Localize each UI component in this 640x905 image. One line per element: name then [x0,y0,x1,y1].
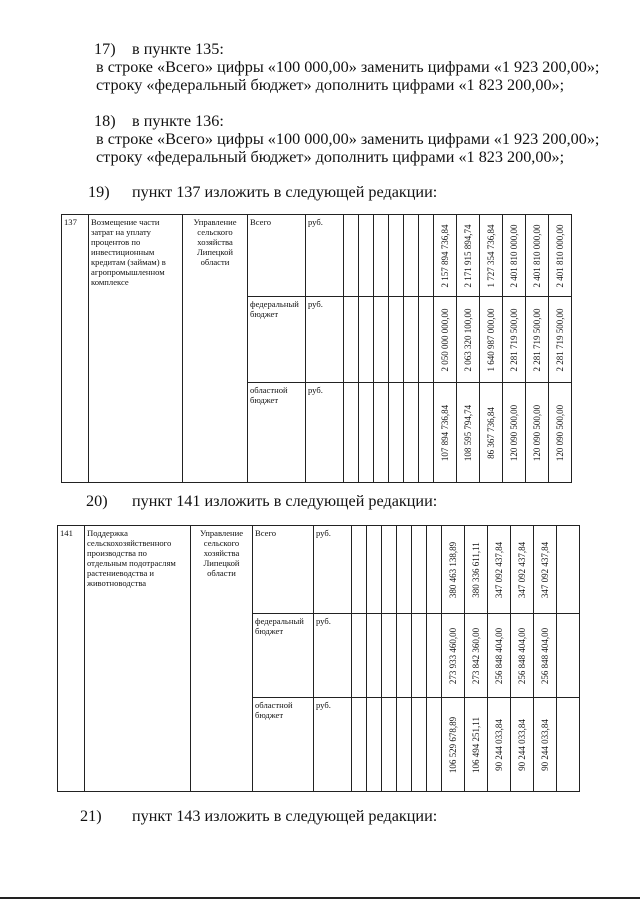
budget-label: федеральный бюджет [248,297,306,383]
empty-cell [397,526,412,614]
amount-value: 90 244 033,84 [517,718,527,771]
unit: руб. [314,614,352,698]
empty-cell [389,297,404,383]
amount-cell [442,698,465,792]
amount-cell [465,526,488,614]
empty-cell [389,383,404,483]
unit: руб. [314,698,352,792]
amount-value: 2 401 810 000,00 [555,224,565,287]
budget-label: федеральный бюджет [253,614,314,698]
amount-value: 2 401 810 000,00 [509,224,519,287]
amount-value: 2 171 915 894,74 [463,224,473,287]
empty-cell [374,383,389,483]
item-heading-text: в пункте 135: [132,40,224,58]
item-17-heading [96,40,616,58]
amount-cell [549,383,572,483]
amount-value: 273 842 360,00 [471,627,481,684]
empty-cell [404,383,419,483]
empty-cell [367,526,382,614]
empty-cell [397,698,412,792]
budget-label: Всего [253,526,314,614]
amount-value: 256 848 404,00 [494,627,504,684]
amount-cell [503,297,526,383]
item-number: 18) [94,112,116,130]
empty-cell [412,698,427,792]
amount-cell [465,698,488,792]
amount-cell [549,297,572,383]
amount-value: 106 494 251,11 [471,716,481,773]
amount-value: 2 281 719 500,00 [509,308,519,371]
empty-cell [412,526,427,614]
empty-cell [367,698,382,792]
empty-cell [427,698,442,792]
item-number: 19) [88,183,110,201]
item-18-heading [96,112,616,130]
empty-cell [382,614,397,698]
amount-cell [534,698,557,792]
amount-cell [488,526,511,614]
amount-value: 120 090 500,00 [555,404,565,461]
budget-label: областной бюджет [253,698,314,792]
empty-cell [352,614,367,698]
empty-cell [427,526,442,614]
empty-cell [382,526,397,614]
empty-cell [404,215,419,297]
bottom-rule [0,897,640,899]
amount-cell [465,614,488,698]
executor: Управление сельского хозяйства Липецкой области [183,215,248,483]
amount-value: 2 050 000 000,00 [440,308,450,371]
amount-cell [557,526,580,614]
empty-cell [419,297,434,383]
amount-value: 120 090 500,00 [509,404,519,461]
amount-cell [503,383,526,483]
unit: руб. [306,297,344,383]
amount-value: 1 727 354 736,84 [486,224,496,287]
empty-cell [404,297,419,383]
amount-value: 347 092 437,84 [494,541,504,598]
empty-cell [359,215,374,297]
item-heading-text: пункт 137 изложить в следующей редакции: [132,183,438,201]
empty-cell [344,215,359,297]
item-line: в строке «Всего» цифры «100 000,00» заменить цифрами «1 923 200,00»; [96,58,600,76]
empty-cell [419,383,434,483]
amount-value: 86 367 736,84 [486,406,496,459]
amount-value: 106 529 678,89 [448,716,458,773]
unit: руб. [314,526,352,614]
amount-value: 380 336 611,11 [471,541,481,598]
amount-value: 2 063 320 100,00 [463,308,473,371]
amount-cell [549,215,572,297]
amount-value: 2 281 719 500,00 [555,308,565,371]
amount-value: 90 244 033,84 [494,718,504,771]
amount-cell [480,383,503,483]
measure-description: Возмещение части затрат на уплату процентов по инвестиционным кредитам (займам) в агропромышленном комплексе [89,215,183,483]
amount-cell [511,698,534,792]
amount-value: 2 401 810 000,00 [532,224,542,287]
amount-cell [434,215,457,297]
amount-cell [526,215,549,297]
amount-value: 2 281 719 500,00 [532,308,542,371]
amount-cell [488,614,511,698]
amount-cell [434,383,457,483]
item-line: строку «федеральный бюджет» дополнить цифрами «1 823 200,00»; [96,76,565,94]
item-number: 20) [86,492,108,510]
amount-cell [526,297,549,383]
row-number: 137 [62,215,89,483]
empty-cell [397,614,412,698]
item-17 [96,40,616,94]
empty-cell [389,215,404,297]
empty-cell [374,297,389,383]
amount-cell [442,526,465,614]
amount-cell [480,297,503,383]
empty-cell [352,698,367,792]
empty-cell [382,698,397,792]
executor: Управление сельского хозяйства Липецкой области [191,526,253,792]
amount-cell [534,526,557,614]
budget-label: Всего [248,215,306,297]
item-heading-text: в пункте 136: [132,112,224,130]
unit: руб. [306,383,344,483]
amount-value: 1 640 987 000,00 [486,308,496,371]
amount-cell [434,297,457,383]
item-heading-text: пункт 143 изложить в следующей редакции: [132,807,438,825]
amount-cell [511,526,534,614]
empty-cell [344,297,359,383]
item-19 [88,183,616,201]
empty-cell [412,614,427,698]
item-number: 17) [94,40,116,58]
empty-cell [344,383,359,483]
amount-cell [442,614,465,698]
amount-value: 273 933 460,00 [448,627,458,684]
budget-label: областной бюджет [248,383,306,483]
item-18 [96,112,616,166]
amount-cell [488,698,511,792]
amount-value: 107 894 736,84 [440,404,450,461]
amount-cell [457,297,480,383]
amount-cell [534,614,557,698]
item-number: 21) [80,807,102,825]
empty-cell [359,383,374,483]
amount-value: 108 595 794,74 [463,404,473,461]
empty-cell [374,215,389,297]
amount-cell [457,215,480,297]
table-141 [57,525,580,792]
measure-description: Поддержка сельскохозяйственного производства по отдельным подотраслям растениеводства и животноводства [85,526,191,792]
table-137 [61,214,572,483]
empty-cell [419,215,434,297]
amount-value: 380 463 138,89 [448,541,458,598]
empty-cell [359,297,374,383]
empty-cell [367,614,382,698]
empty-cell [352,526,367,614]
amount-value: 2 157 894 736,84 [440,224,450,287]
amount-cell [480,215,503,297]
amount-value: 347 092 437,84 [540,541,550,598]
row-number: 141 [58,526,85,792]
item-21 [80,807,616,825]
amount-cell [557,614,580,698]
amount-cell [511,614,534,698]
item-heading-text: пункт 141 изложить в следующей редакции: [132,492,438,510]
amount-cell [557,698,580,792]
item-line: строку «федеральный бюджет» дополнить цифрами «1 823 200,00»; [96,148,565,166]
amount-cell [526,383,549,483]
amount-value: 347 092 437,84 [517,541,527,598]
empty-cell [427,614,442,698]
item-20 [86,492,616,510]
amount-value: 256 848 404,00 [540,627,550,684]
amount-value: 256 848 404,00 [517,627,527,684]
amount-value: 90 244 033,84 [540,718,550,771]
amount-value: 120 090 500,00 [532,404,542,461]
item-line: в строке «Всего» цифры «100 000,00» заменить цифрами «1 923 200,00»; [96,130,600,148]
unit: руб. [306,215,344,297]
amount-cell [503,215,526,297]
amount-cell [457,383,480,483]
table-row [58,526,580,614]
table-row [62,215,572,297]
